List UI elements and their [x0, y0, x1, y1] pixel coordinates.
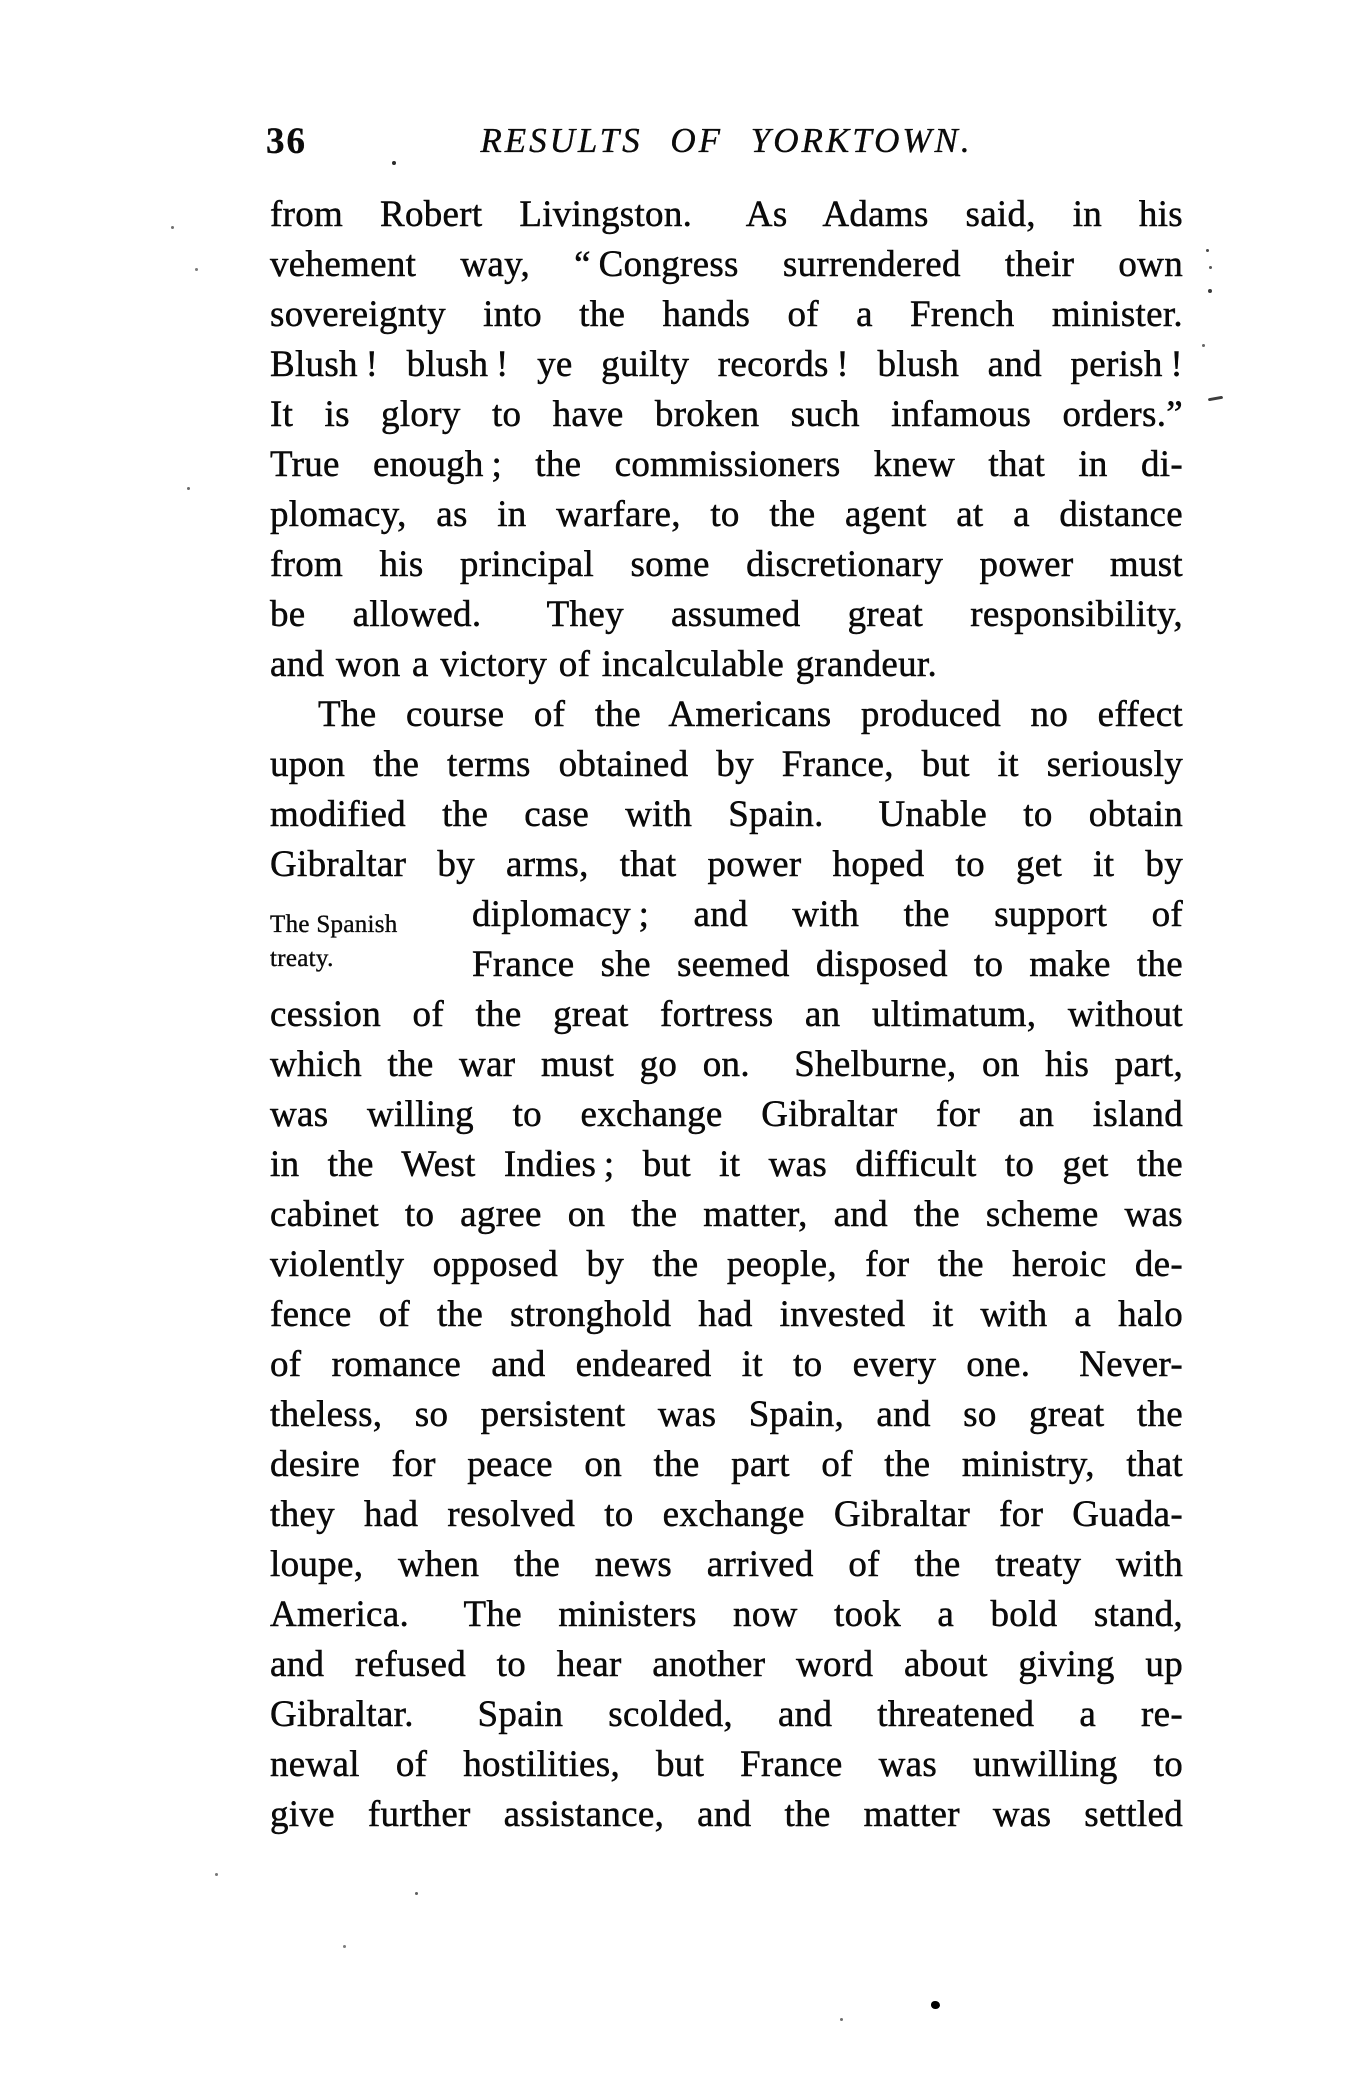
- text-line: theless, so persistent was Spain, and so great the: [270, 1394, 1183, 1435]
- body-text-block: [270, 190, 1183, 1840]
- scan-speck: [195, 268, 198, 271]
- scan-speck: [171, 226, 174, 229]
- text-line: which the war must go on. Shelburne, on his part,: [270, 1044, 1183, 1085]
- scan-speck: [1208, 289, 1212, 293]
- text-line: Gibraltar by arms, that power hoped to get it by: [270, 844, 1183, 885]
- text-line: in the West Indies ; but it was difficult to get the: [270, 1144, 1183, 1185]
- text-line: France she seemed disposed to make the: [472, 944, 1183, 985]
- text-line: Gibraltar. Spain scolded, and threatened a re-: [270, 1694, 1183, 1735]
- text-line: America. The ministers now took a bold stand,: [270, 1594, 1183, 1635]
- text-line: and refused to hear another word about giving up: [270, 1644, 1183, 1685]
- text-line: and won a victory of incalculable grandeur.: [270, 644, 938, 685]
- text-line: from Robert Livingston. As Adams said, in his: [270, 194, 1183, 235]
- scan-speck: [1209, 266, 1212, 269]
- stray-pen-mark: [1208, 396, 1223, 402]
- scan-speck: [187, 487, 190, 490]
- scan-speck: [215, 1873, 218, 1876]
- scan-speck: [415, 1892, 418, 1895]
- text-line: True enough ; the commissioners knew that in di-: [270, 444, 1183, 485]
- page-number: 36: [266, 121, 307, 162]
- text-line: loupe, when the news arrived of the treaty with: [270, 1544, 1183, 1585]
- text-line: fence of the stronghold had invested it with a halo: [270, 1294, 1183, 1335]
- text-line: vehement way, “ Congress surrendered their own: [270, 244, 1183, 285]
- text-line: cabinet to agree on the matter, and the scheme was: [270, 1194, 1183, 1235]
- text-line: newal of hostilities, but France was unwilling to: [270, 1744, 1183, 1785]
- text-line: The course of the Americans produced no effect: [318, 694, 1183, 735]
- side-note-line: The Spanish: [270, 911, 398, 938]
- scan-speck: [392, 161, 396, 165]
- text-line: was willing to exchange Gibraltar for an island: [270, 1094, 1183, 1135]
- text-line: It is glory to have broken such infamous orders.”: [270, 394, 1183, 435]
- side-note: [270, 908, 466, 976]
- text-line: upon the terms obtained by France, but it seriously: [270, 744, 1183, 785]
- ink-dot: [931, 2001, 940, 2009]
- text-line: of romance and endeared it to every one. Never-: [270, 1344, 1183, 1385]
- text-line: desire for peace on the part of the ministry, that: [270, 1444, 1183, 1485]
- scan-speck: [1206, 249, 1209, 252]
- scan-speck: [1202, 344, 1205, 347]
- text-line: diplomacy ; and with the support of: [472, 894, 1183, 935]
- text-line: plomacy, as in warfare, to the agent at a distance: [270, 494, 1183, 535]
- text-line: modified the case with Spain. Unable to obtain: [270, 794, 1183, 835]
- text-line: give further assistance, and the matter was settled: [270, 1794, 1183, 1835]
- text-line: sovereignty into the hands of a French minister.: [270, 294, 1183, 335]
- running-head-title: RESULTS OF YORKTOWN.: [480, 121, 973, 160]
- text-line: cession of the great fortress an ultimatum, without: [270, 994, 1183, 1035]
- text-line: be allowed. They assumed great responsibility,: [270, 594, 1183, 635]
- side-note-line: treaty.: [270, 945, 334, 972]
- text-line: violently opposed by the people, for the heroic de-: [270, 1244, 1183, 1285]
- text-line: from his principal some discretionary power must: [270, 544, 1183, 585]
- text-line: Blush ! blush ! ye guilty records ! blush and perish !: [270, 344, 1183, 385]
- text-line: they had resolved to exchange Gibraltar for Guada-: [270, 1494, 1183, 1535]
- scan-speck: [840, 2018, 843, 2021]
- scan-speck: [343, 1945, 346, 1948]
